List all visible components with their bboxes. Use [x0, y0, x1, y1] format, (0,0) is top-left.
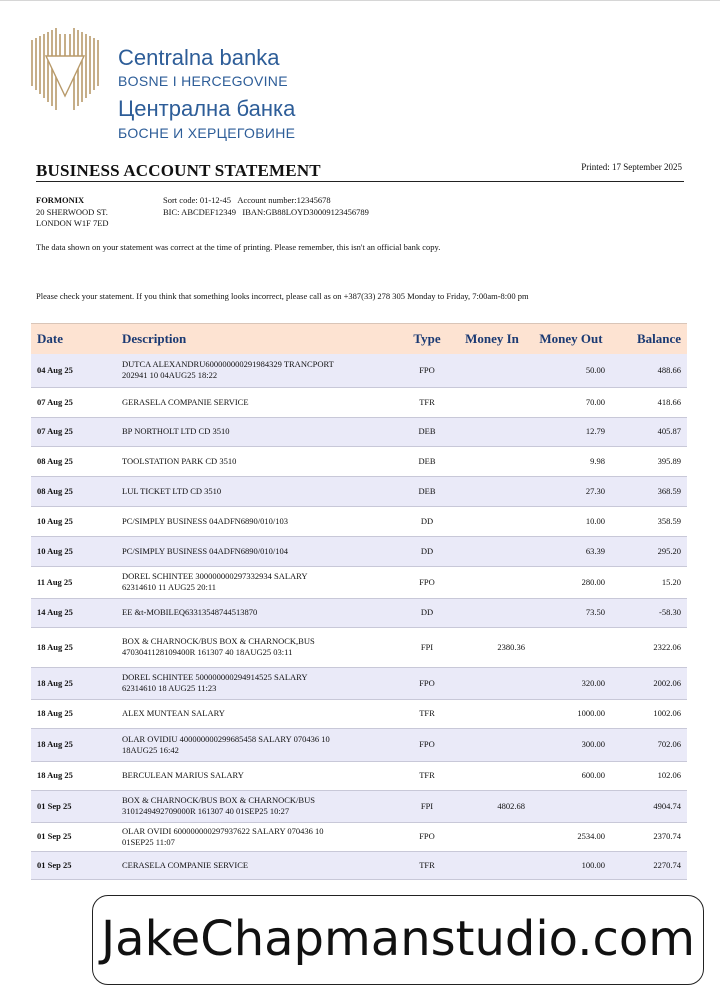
row-money-in — [453, 728, 531, 761]
row-money-out: 70.00 — [531, 387, 611, 417]
row-date: 10 Aug 25 — [31, 506, 116, 536]
row-money-in — [453, 851, 531, 879]
row-balance: 358.59 — [611, 506, 687, 536]
table-row — [31, 566, 687, 598]
table-row — [31, 699, 687, 728]
row-description: BERCULEAN MARIUS SALARY — [116, 761, 401, 790]
row-money-out: 300.00 — [531, 728, 611, 761]
row-date: 18 Aug 25 — [31, 761, 116, 790]
row-type: FPO — [401, 566, 453, 598]
sort-code: Sort code: 01-12-45 — [163, 195, 231, 205]
row-description: EE &t-MOBILEQ63313548744513870 — [116, 598, 401, 627]
row-type: DEB — [401, 417, 453, 446]
bank-name-cyrillic: Централна банка — [118, 96, 296, 121]
row-description: DOREL SCHINTEE 500000000294914525 SALARY 62314610 18 AUG25 11:23 — [116, 667, 401, 699]
table-row — [31, 790, 687, 822]
transactions-table — [31, 323, 687, 880]
row-description: PC/SIMPLY BUSINESS 04ADFN6890/010/103 — [116, 506, 401, 536]
row-type: FPO — [401, 822, 453, 851]
address-line-1: 20 SHERWOOD ST. — [36, 206, 108, 217]
table-row — [31, 417, 687, 446]
row-money-in — [453, 566, 531, 598]
table-row — [31, 667, 687, 699]
row-date: 01 Sep 25 — [31, 851, 116, 879]
row-date: 18 Aug 25 — [31, 728, 116, 761]
row-money-in: 2380.36 — [453, 627, 531, 667]
row-money-in — [453, 476, 531, 506]
row-money-in — [453, 598, 531, 627]
row-money-out: 600.00 — [531, 761, 611, 790]
printed-date: Printed: 17 September 2025 — [581, 162, 682, 172]
bank-subtitle-latin: BOSNE I HERCEGOVINE — [118, 73, 288, 89]
row-description: OLAR OVIDI 600000000297937622 SALARY 070436 10 01SEP25 11:07 — [116, 822, 401, 851]
row-type: DEB — [401, 476, 453, 506]
customer-address — [36, 195, 109, 230]
row-type: DD — [401, 598, 453, 627]
row-money-out: 9.98 — [531, 446, 611, 476]
bank-subtitle-cyrillic: БОСНЕ И ХЕРЦЕГОВИНЕ — [118, 125, 296, 141]
row-money-out: 10.00 — [531, 506, 611, 536]
row-date: 07 Aug 25 — [31, 387, 116, 417]
row-date: 14 Aug 25 — [31, 598, 116, 627]
row-type: DD — [401, 536, 453, 566]
table-row — [31, 506, 687, 536]
row-money-in — [453, 446, 531, 476]
row-description: DOREL SCHINTEE 300000000297332934 SALARY 62314610 11 AUG25 20:11 — [116, 566, 401, 598]
row-date: 01 Sep 25 — [31, 790, 116, 822]
table-row — [31, 446, 687, 476]
row-money-out: 280.00 — [531, 566, 611, 598]
table-row — [31, 627, 687, 667]
row-balance: 2002.06 — [611, 667, 687, 699]
row-date: 18 Aug 25 — [31, 627, 116, 667]
top-border — [0, 0, 720, 1]
title-divider — [36, 181, 684, 182]
contact-notice: Please check your statement. If you think that something looks incorrect, please call as on +387(33) 278 305 Monday to Friday, 7:00am-8:00 pm — [36, 291, 529, 301]
row-date: 04 Aug 25 — [31, 354, 116, 387]
watermark-banner: JakeChapmanstudio.com — [92, 895, 704, 985]
table-row — [31, 598, 687, 627]
row-date: 07 Aug 25 — [31, 417, 116, 446]
row-money-out: 63.39 — [531, 536, 611, 566]
col-header-description: Description — [116, 324, 401, 355]
col-header-type: Type — [401, 324, 453, 355]
row-money-out: 27.30 — [531, 476, 611, 506]
row-money-in — [453, 699, 531, 728]
address-line-2: LONDON W1F 7ED — [36, 218, 109, 228]
col-header-date: Date — [31, 324, 116, 355]
row-type: FPI — [401, 790, 453, 822]
row-money-in — [453, 822, 531, 851]
row-balance: 418.66 — [611, 387, 687, 417]
row-date: 11 Aug 25 — [31, 566, 116, 598]
row-type: FPO — [401, 728, 453, 761]
account-details — [163, 195, 369, 218]
row-money-in — [453, 354, 531, 387]
row-date: 10 Aug 25 — [31, 536, 116, 566]
table-row — [31, 354, 687, 387]
row-balance: 368.59 — [611, 476, 687, 506]
row-description: BP NORTHOLT LTD CD 3510 — [116, 417, 401, 446]
row-type: TFR — [401, 851, 453, 879]
row-description: GERASELA COMPANIE SERVICE — [116, 387, 401, 417]
row-balance: 395.89 — [611, 446, 687, 476]
row-balance: 295.20 — [611, 536, 687, 566]
row-money-out: 12.79 — [531, 417, 611, 446]
row-description: DUTCA ALEXANDRU600000000291984329 TRANCPORT 202941 10 04AUG25 18:22 — [116, 354, 401, 387]
col-header-money-in: Money In — [453, 324, 531, 355]
row-balance: 405.87 — [611, 417, 687, 446]
row-type: DEB — [401, 446, 453, 476]
transactions-body — [31, 354, 687, 879]
row-money-out: 2534.00 — [531, 822, 611, 851]
row-date: 08 Aug 25 — [31, 446, 116, 476]
row-type: TFR — [401, 699, 453, 728]
row-balance: 102.06 — [611, 761, 687, 790]
row-balance: 702.06 — [611, 728, 687, 761]
row-money-in — [453, 536, 531, 566]
table-header-row — [31, 324, 687, 355]
row-balance: -58.30 — [611, 598, 687, 627]
table-row — [31, 536, 687, 566]
row-balance: 488.66 — [611, 354, 687, 387]
iban: IBAN:GB88LOYD30009123456789 — [242, 206, 369, 217]
row-balance: 4904.74 — [611, 790, 687, 822]
col-header-balance: Balance — [611, 324, 687, 355]
bank-logo-icon — [28, 26, 102, 112]
bank-name-block — [118, 44, 295, 143]
row-balance: 2270.74 — [611, 851, 687, 879]
row-balance: 1002.06 — [611, 699, 687, 728]
row-description: OLAR OVIDIU 400000000299685458 SALARY 070436 10 18AUG25 16:42 — [116, 728, 401, 761]
table-row — [31, 822, 687, 851]
table-row — [31, 728, 687, 761]
table-row — [31, 476, 687, 506]
row-money-in — [453, 417, 531, 446]
row-type: DD — [401, 506, 453, 536]
row-money-out: 1000.00 — [531, 699, 611, 728]
row-description: ALEX MUNTEAN SALARY — [116, 699, 401, 728]
col-header-money-out: Money Out — [531, 324, 611, 355]
row-type: FPI — [401, 627, 453, 667]
row-money-out: 50.00 — [531, 354, 611, 387]
row-type: TFR — [401, 387, 453, 417]
row-type: FPO — [401, 354, 453, 387]
row-money-in: 4802.68 — [453, 790, 531, 822]
row-date: 18 Aug 25 — [31, 699, 116, 728]
bic-code: BIC: ABCDEF12349 — [163, 206, 236, 217]
row-balance: 2322.06 — [611, 627, 687, 667]
row-money-in — [453, 506, 531, 536]
row-balance: 2370.74 — [611, 822, 687, 851]
disclaimer-notice: The data shown on your statement was correct at the time of printing. Please remember, this isn't an official bank copy. — [36, 242, 441, 252]
row-type: FPO — [401, 667, 453, 699]
row-description: TOOLSTATION PARK CD 3510 — [116, 446, 401, 476]
table-row — [31, 387, 687, 417]
statement-title: BUSINESS ACCOUNT STATEMENT — [36, 161, 321, 180]
row-money-out: 73.50 — [531, 598, 611, 627]
row-money-out — [531, 790, 611, 822]
customer-name: FORMONIX — [36, 195, 85, 205]
row-description: BOX & CHARNOCK/BUS BOX & CHARNOCK/BUS 3101249492709000R 161307 40 01SEP25 10:27 — [116, 790, 401, 822]
row-description: LUL TICKET LTD CD 3510 — [116, 476, 401, 506]
row-money-in — [453, 761, 531, 790]
row-money-out: 100.00 — [531, 851, 611, 879]
row-money-out — [531, 627, 611, 667]
row-balance: 15.20 — [611, 566, 687, 598]
row-date: 08 Aug 25 — [31, 476, 116, 506]
row-description: BOX & CHARNOCK/BUS BOX & CHARNOCK,BUS 4703041128109400R 161307 40 18AUG25 03:11 — [116, 627, 401, 667]
row-description: PC/SIMPLY BUSINESS 04ADFN6890/010/104 — [116, 536, 401, 566]
table-row — [31, 761, 687, 790]
row-date: 01 Sep 25 — [31, 822, 116, 851]
row-description: CERASELA COMPANIE SERVICE — [116, 851, 401, 879]
bank-name-latin: Centralna banka — [118, 45, 280, 70]
table-row — [31, 851, 687, 879]
account-number: Account number:12345678 — [237, 195, 331, 205]
row-money-in — [453, 387, 531, 417]
row-money-out: 320.00 — [531, 667, 611, 699]
row-money-in — [453, 667, 531, 699]
row-date: 18 Aug 25 — [31, 667, 116, 699]
row-type: TFR — [401, 761, 453, 790]
